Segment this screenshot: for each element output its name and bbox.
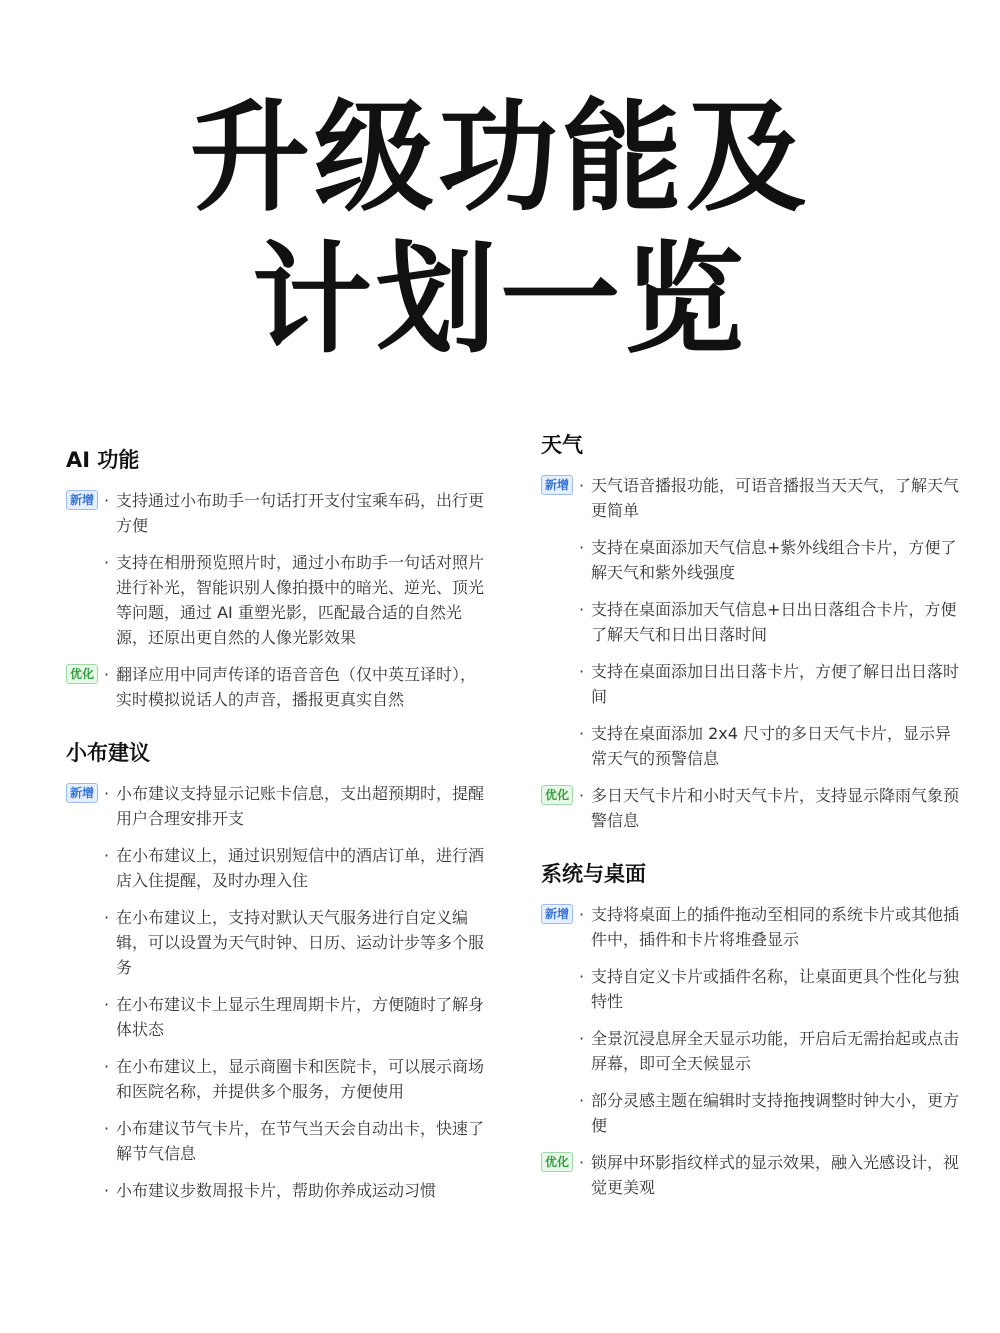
optimize-badge: 优化 <box>541 1152 573 1172</box>
item-text: 小布建议支持显示记账卡信息，支出超预期时，提醒用户合理安排开支 <box>116 784 485 828</box>
list-item <box>66 1116 486 1166</box>
item-text: 支持在桌面添加日出日落卡片，方便了解日出日落时间 <box>591 662 960 706</box>
list-item <box>66 843 486 893</box>
bullet: · <box>104 908 110 927</box>
optimize-badge: 优化 <box>541 785 573 805</box>
list-item <box>541 783 961 833</box>
item-text: 天气语音播报功能，可语音播报当天天气，了解天气更简单 <box>591 476 960 520</box>
bullet: · <box>104 846 110 865</box>
bullet: · <box>579 724 585 743</box>
section-title-system: 系统与桌面 <box>541 862 646 886</box>
item-text: 翻译应用中同声传译的语音音色（仅中英互译时），实时模拟说话人的声音，播报更真实自然 <box>116 665 477 709</box>
list-item <box>66 1178 486 1203</box>
item-text: 小布建议节气卡片，在节气当天会自动出卡，快速了解节气信息 <box>116 1119 485 1163</box>
bullet: · <box>104 1057 110 1076</box>
section-title-ai: AI 功能 <box>66 448 140 472</box>
bullet: · <box>104 553 110 572</box>
bullet: · <box>579 905 585 924</box>
item-text: 锁屏中环影指纹样式的显示效果，融入光感设计，视觉更美观 <box>591 1153 960 1197</box>
list-item <box>66 781 486 831</box>
item-text: 支持在桌面添加 2x4 尺寸的多日天气卡片，显示异常天气的预警信息 <box>591 724 952 768</box>
item-text: 在小布建议上，显示商圈卡和医院卡，可以展示商场和医院名称，并提供多个服务，方便使用 <box>116 1057 485 1101</box>
bullet: · <box>579 662 585 681</box>
item-text: 全景沉浸息屏全天显示功能，开启后无需抬起或点击屏幕，即可全天候显示 <box>591 1029 960 1073</box>
bullet: · <box>579 1091 585 1110</box>
item-text: 小布建议步数周报卡片，帮助你养成运动习惯 <box>116 1181 437 1200</box>
item-text: 支持在桌面添加天气信息+日出日落组合卡片，方便了解天气和日出日落时间 <box>591 600 957 644</box>
new-badge: 新增 <box>541 904 573 924</box>
section-weather <box>541 431 961 845</box>
section-title-weather: 天气 <box>541 433 583 457</box>
list-item <box>541 535 961 585</box>
section-system <box>541 860 961 1212</box>
item-text: 在小布建议卡上显示生理周期卡片，方便随时了解身体状态 <box>116 995 485 1039</box>
new-badge: 新增 <box>66 783 98 803</box>
bullet: · <box>579 1029 585 1048</box>
item-text: 支持将桌面上的插件拖动至相同的系统卡片或其他插件中，插件和卡片将堆叠显示 <box>591 905 960 949</box>
list-item <box>541 721 961 771</box>
list-item <box>541 1088 961 1138</box>
bullet: · <box>579 538 585 557</box>
bullet: · <box>579 967 585 986</box>
section-title-xiaobu: 小布建议 <box>66 741 150 765</box>
item-text: 在小布建议上，通过识别短信中的酒店订单，进行酒店入住提醒，及时办理入住 <box>116 846 485 890</box>
item-text: 支持通过小布助手一句话打开支付宝乘车码，出行更方便 <box>116 491 485 535</box>
bullet: · <box>579 1153 585 1172</box>
section-ai <box>66 446 486 724</box>
bullet: · <box>104 784 110 803</box>
section-xiaobu <box>66 739 486 1215</box>
bullet: · <box>104 995 110 1014</box>
title-line-2: 计划一览 <box>252 231 748 370</box>
bullet: · <box>104 665 110 684</box>
list-item <box>541 1150 961 1200</box>
list-item <box>66 662 486 712</box>
item-text: 支持在桌面添加天气信息+紫外线组合卡片，方便了解天气和紫外线强度 <box>591 538 957 582</box>
item-text: 支持在相册预览照片时，通过小布助手一句话对照片进行补光，智能识别人像拍摄中的暗光、逆光、顶光等问题，通过 AI 重塑光影，匹配最合适的自然光源，还原出更自然的人像光影效果 <box>116 553 485 647</box>
list-item <box>541 659 961 709</box>
list-item <box>66 550 486 650</box>
bullet: · <box>579 786 585 805</box>
list-item <box>541 1026 961 1076</box>
list-item <box>66 1054 486 1104</box>
bullet: · <box>579 476 585 495</box>
bullet: · <box>104 1181 110 1200</box>
item-text: 部分灵感主题在编辑时支持拖拽调整时钟大小，更方便 <box>591 1091 960 1135</box>
list-item <box>541 473 961 523</box>
bullet: · <box>104 491 110 510</box>
list-item <box>541 902 961 952</box>
list-item <box>66 488 486 538</box>
new-badge: 新增 <box>541 475 573 495</box>
list-item <box>66 992 486 1042</box>
item-text: 支持自定义卡片或插件名称，让桌面更具个性化与独特性 <box>591 967 960 1011</box>
new-badge: 新增 <box>66 490 98 510</box>
list-item <box>66 905 486 980</box>
title-line-1: 升级功能及 <box>190 89 810 228</box>
list-item <box>541 597 961 647</box>
bullet: · <box>579 600 585 619</box>
page-title <box>0 88 1000 372</box>
optimize-badge: 优化 <box>66 664 98 684</box>
item-text: 多日天气卡片和小时天气卡片，支持显示降雨气象预警信息 <box>591 786 960 830</box>
item-text: 在小布建议上，支持对默认天气服务进行自定义编辑，可以设置为天气时钟、日历、运动计步等多个服务 <box>116 908 485 977</box>
bullet: · <box>104 1119 110 1138</box>
list-item <box>541 964 961 1014</box>
